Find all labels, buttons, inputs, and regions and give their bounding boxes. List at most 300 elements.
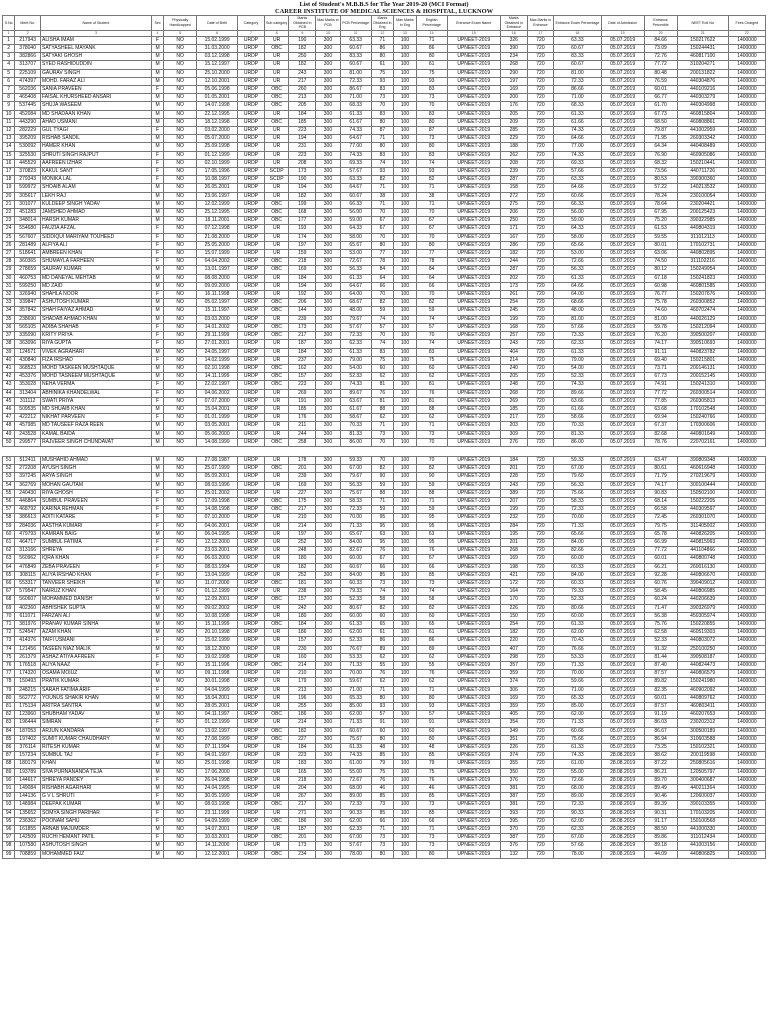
table-cell: 261379 (15, 653, 41, 661)
table-cell: DEEPAK KUMAR (40, 801, 151, 809)
table-cell: 28.08.2019 (601, 834, 644, 842)
table-cell: 5 (3, 69, 15, 77)
table-cell: 169 (289, 481, 316, 489)
table-cell: 1400000 (728, 397, 765, 405)
table-cell: 55.00 (340, 768, 371, 776)
table-cell: 100 (394, 662, 417, 670)
table-cell: NO (164, 489, 197, 497)
table-cell: 278659 (15, 266, 41, 274)
table-cell: 82 (416, 465, 447, 473)
table-cell: 378040 (15, 44, 41, 52)
table-row (3, 538, 766, 546)
table-cell: 88 (416, 489, 447, 497)
table-row (3, 323, 766, 331)
table-cell: 93 (371, 77, 394, 85)
table-cell: 720 (527, 127, 554, 135)
table-cell: 05.07.2019 (601, 118, 644, 126)
table-row (3, 637, 766, 645)
table-cell: 71 (371, 422, 394, 430)
table-cell: UPNEET-2019 (447, 143, 500, 151)
table-cell: UR (264, 612, 289, 620)
table-cell: 393 (500, 809, 527, 817)
table-cell: 720 (527, 514, 554, 522)
table-cell: UPNEET-2019 (447, 291, 500, 299)
table-cell: 440800748 (677, 555, 728, 563)
table-cell: NO (164, 241, 197, 249)
table-cell: 85.00 (340, 703, 371, 711)
table-cell: 59 (371, 506, 394, 514)
table-cell: 70 (416, 233, 447, 241)
table-cell: UPNEET-2019 (447, 514, 500, 522)
table-cell: 27.01.2001 (197, 340, 238, 348)
document-title: List of Student's M.B.B.S for The Year 2019-20 (MCI Format) (299, 1, 469, 8)
table-cell: 12 (3, 127, 15, 135)
table-cell: NO (164, 438, 197, 446)
table-cell: 230100054 (677, 192, 728, 200)
table-cell: 81.00 (644, 315, 677, 323)
table-cell: 430840 (15, 356, 41, 364)
table-cell: F (151, 514, 163, 522)
table-cell: UR (264, 225, 289, 233)
table-cell: 100 (394, 834, 417, 842)
table-cell: NO (164, 159, 197, 167)
table-cell: 05.07.2019 (601, 159, 644, 167)
table-cell: M (151, 266, 163, 274)
table-cell: 281489 (15, 241, 41, 249)
table-cell: 05.07.2019 (601, 735, 644, 743)
table-cell: 440206639 (677, 596, 728, 604)
table-cell: 335090 (15, 332, 41, 340)
table-cell: 05.07.2019 (601, 703, 644, 711)
table-cell: UPNEET-2019 (447, 793, 500, 801)
table-cell: UPNEET-2019 (447, 530, 500, 538)
table-cell: 121456 (15, 645, 41, 653)
table-cell: 58.45 (644, 588, 677, 596)
table-cell: 446864 (15, 497, 41, 505)
table-cell: M (151, 430, 163, 438)
table-cell: 89.66 (554, 389, 601, 397)
table-cell: 300 (316, 850, 341, 858)
table-cell: 05.07.2019 (601, 94, 644, 102)
table-cell: 58.00 (554, 233, 601, 241)
table-cell: URDP (238, 225, 265, 233)
table-cell: M (151, 69, 163, 77)
table-cell: URDP (238, 430, 265, 438)
table-cell: 93 (371, 703, 394, 711)
table-cell: UR (264, 389, 289, 397)
table-cell: 90 (3, 776, 15, 784)
table-cell: 60 (416, 727, 447, 735)
table-cell: 82 (371, 604, 394, 612)
table-cell: OBC (264, 621, 289, 629)
table-cell: URDP (238, 348, 265, 356)
table-cell: NO (164, 348, 197, 356)
table-cell: 100 (394, 719, 417, 727)
table-cell: 48 (416, 744, 447, 752)
table-cell: 300 (316, 506, 341, 514)
table-cell: 82 (371, 176, 394, 184)
table-row (3, 192, 766, 200)
table-cell: SARAH FATIMA ARIF (40, 686, 151, 694)
table-cell: 363096 (15, 340, 41, 348)
table-cell: 1400000 (728, 364, 765, 372)
table-row (3, 373, 766, 381)
table-cell: 75 (371, 768, 394, 776)
table-cell: 169 (289, 266, 316, 274)
table-cell: 100 (394, 225, 417, 233)
table-cell: 440804319 (677, 225, 728, 233)
table-cell: 77 (371, 250, 394, 258)
table-cell: 208 (500, 159, 527, 167)
table-cell: 100 (394, 143, 417, 151)
table-cell: 69.33 (554, 159, 601, 167)
table-cell: 31.03.2000 (197, 44, 238, 52)
table-cell: 01.12.1999 (197, 151, 238, 159)
table-cell: 61.33 (554, 621, 601, 629)
table-cell: 611071 (15, 612, 41, 620)
table-cell: M (151, 760, 163, 768)
table-cell: UPNEET-2019 (447, 604, 500, 612)
table-cell: M (151, 481, 163, 489)
table-cell: 349 (500, 727, 527, 735)
table-cell: 62.33 (340, 826, 371, 834)
table-cell: 63.33 (554, 36, 601, 44)
table-cell: 95 (416, 514, 447, 522)
table-cell: 05.07.2019 (601, 481, 644, 489)
table-cell: 05.07.2019 (601, 135, 644, 143)
table-cell: 04.06.2002 (197, 389, 238, 397)
table-cell: 1400000 (728, 414, 765, 422)
table-cell: F (151, 653, 163, 661)
table-cell: 450305974 (677, 612, 728, 620)
table-cell: 72.67 (340, 258, 371, 266)
table-row (3, 604, 766, 612)
table-cell: URDP (238, 266, 265, 274)
table-cell: 158 (500, 184, 527, 192)
table-cell: URDP (238, 588, 265, 596)
table-cell: M (151, 530, 163, 538)
table-cell: 46 (371, 785, 394, 793)
table-cell: 174 (289, 233, 316, 241)
table-cell: M (151, 711, 163, 719)
table-cell: 75.76 (644, 621, 677, 629)
table-cell: URDP (238, 662, 265, 670)
table-cell: 210 (289, 670, 316, 678)
table-cell: 245 (500, 307, 527, 315)
table-cell: UR (264, 637, 289, 645)
table-cell: 567607 (15, 233, 41, 241)
table-cell: 83 (3, 719, 15, 727)
table-cell: 26.04.1998 (197, 776, 238, 784)
column-number: 7 (238, 30, 265, 36)
table-cell: 1400000 (728, 670, 765, 678)
table-cell: 100 (394, 686, 417, 694)
table-cell: 311012434 (677, 834, 728, 842)
table-cell: 169 (500, 555, 527, 563)
table-cell: 24 (3, 225, 15, 233)
table-cell: 67 (416, 555, 447, 563)
table-cell: 720 (527, 456, 554, 464)
table-cell: NO (164, 405, 197, 413)
table-cell: 1400000 (728, 727, 765, 735)
table-cell: 720 (527, 86, 554, 94)
table-cell: 76.90 (644, 151, 677, 159)
table-row (3, 389, 766, 397)
table-cell: UPNEET-2019 (447, 315, 500, 323)
table-row (3, 250, 766, 258)
table-cell: 720 (527, 817, 554, 825)
table-cell: 34 (3, 307, 15, 315)
table-cell: 171 (500, 225, 527, 233)
table-cell: 708859 (15, 850, 41, 858)
table-cell: M (151, 200, 163, 208)
table-row (3, 809, 766, 817)
table-cell: 300 (316, 143, 341, 151)
table-cell: 300 (316, 563, 341, 571)
table-cell: 59 (416, 481, 447, 489)
table-cell: URDP (238, 514, 265, 522)
table-cell: 183 (289, 760, 316, 768)
table-cell: 74.33 (554, 752, 601, 760)
table-cell: F (151, 332, 163, 340)
table-cell: 71 (416, 422, 447, 430)
column-number: 2 (15, 30, 41, 36)
table-cell: 82.66 (554, 547, 601, 555)
table-cell: NO (164, 694, 197, 702)
table-cell: 62 (371, 678, 394, 686)
table-cell: 720 (527, 538, 554, 546)
table-cell: 62 (416, 373, 447, 381)
table-cell: 100 (394, 473, 417, 481)
table-cell: 260300514 (677, 389, 728, 397)
table-cell: 73 (416, 579, 447, 587)
table-cell: 93 (371, 168, 394, 176)
table-cell: 73 (416, 430, 447, 438)
table-cell: 05.07.2019 (601, 514, 644, 522)
table-cell: 64.00 (340, 291, 371, 299)
table-cell: UR (264, 456, 289, 464)
table-cell: 287 (500, 266, 527, 274)
table-cell: UPNEET-2019 (447, 678, 500, 686)
table-cell: 60.67 (340, 61, 371, 69)
table-cell: KAMRAN BAIG (40, 530, 151, 538)
table-cell: 100 (394, 571, 417, 579)
table-cell: 339847 (15, 299, 41, 307)
table-cell: 05.07.2019 (601, 348, 644, 356)
table-cell: 1400000 (728, 176, 765, 184)
table-cell: F (151, 817, 163, 825)
table-cell: UPNEET-2019 (447, 274, 500, 282)
table-cell: 67.95 (644, 209, 677, 217)
table-cell: 468792 (15, 506, 41, 514)
table-cell: 100 (394, 94, 417, 102)
table-cell: 720 (527, 719, 554, 727)
table-cell: 1400000 (728, 662, 765, 670)
table-cell: 300 (316, 809, 341, 817)
table-cell: 60 (416, 612, 447, 620)
table-cell: 300 (316, 817, 341, 825)
column-header: Marks Obtained in Eng (371, 16, 394, 31)
table-cell: URDP (238, 694, 265, 702)
table-cell: 217 (500, 414, 527, 422)
table-cell: 300 (316, 53, 341, 61)
table-cell: NO (164, 555, 197, 563)
table-cell: KHAN (40, 760, 151, 768)
table-cell: 300 (316, 356, 341, 364)
table-cell: 05.07.2019 (601, 563, 644, 571)
table-cell: UR (264, 629, 289, 637)
table-cell: 150210441 (677, 159, 728, 167)
column-header: Date of Birth (197, 16, 238, 31)
table-cell: 252 (289, 538, 316, 546)
table-cell: UR (264, 563, 289, 571)
table-cell: 25.01.2002 (197, 489, 238, 497)
table-cell: OBC (264, 438, 289, 446)
table-cell: 91.11 (644, 348, 677, 356)
table-cell: MOHD. FARAZ ALI (40, 77, 151, 85)
table-cell: 79.33 (554, 588, 601, 596)
table-cell: 300 (316, 135, 341, 143)
table-cell: 1400000 (728, 250, 765, 258)
table-cell: ARNAB MAJUMDER (40, 826, 151, 834)
table-cell: 161855 (15, 826, 41, 834)
table-cell: 13 (3, 135, 15, 143)
table-cell: 28.08.2019 (601, 752, 644, 760)
table-cell: 63 (3, 555, 15, 563)
table-cell: 1400000 (728, 381, 765, 389)
table-cell: 720 (527, 497, 554, 505)
student-list-table (2, 15, 766, 859)
table-cell: UPNEET-2019 (447, 588, 500, 596)
table-cell: 28.08.2019 (601, 801, 644, 809)
table-cell: UPNEET-2019 (447, 621, 500, 629)
table-cell: M (151, 735, 163, 743)
table-cell: 60.76 (644, 579, 677, 587)
table-cell: 64 (3, 563, 15, 571)
table-cell: F (151, 555, 163, 563)
table-cell: 60.67 (340, 727, 371, 735)
table-cell: 70 (371, 332, 394, 340)
table-row (3, 217, 766, 225)
table-cell: 90.33 (340, 809, 371, 817)
table-cell: URDP (238, 735, 265, 743)
table-cell: 57.67 (340, 323, 371, 331)
table-row (3, 168, 766, 176)
table-cell: 57 (371, 711, 394, 719)
table-cell: 157 (289, 596, 316, 604)
table-cell: SATYASHEEL MAYANK (40, 44, 151, 52)
table-cell: 05.07.2019 (601, 356, 644, 364)
table-cell: 71 (416, 686, 447, 694)
column-number: 8 (264, 30, 289, 36)
table-cell: 100 (394, 200, 417, 208)
table-cell: 150217622 (677, 36, 728, 44)
table-cell: 93 (3, 801, 15, 809)
table-cell: UPNEET-2019 (447, 266, 500, 274)
table-row (3, 596, 766, 604)
table-cell: 300 (316, 744, 341, 752)
table-cell: 199 (289, 200, 316, 208)
table-cell: 91 (416, 719, 447, 727)
table-cell: 75.66 (554, 735, 601, 743)
table-cell: OBC (264, 307, 289, 315)
column-header: Max Marks in Eng (394, 16, 417, 31)
table-cell: 67 (371, 217, 394, 225)
table-cell: 4 (3, 61, 15, 69)
table-cell: F (151, 168, 163, 176)
table-cell: 1400000 (728, 760, 765, 768)
table-cell: F (151, 752, 163, 760)
table-cell: UPNEET-2019 (447, 299, 500, 307)
table-cell: UPNEET-2019 (447, 340, 500, 348)
table-cell: 100 (394, 727, 417, 735)
table-cell: 460616948 (677, 465, 728, 473)
table-row (3, 497, 766, 505)
table-cell: 62 (371, 653, 394, 661)
table-cell: 52.33 (554, 596, 601, 604)
table-cell: 260305813 (677, 397, 728, 405)
table-cell: 76.59 (644, 77, 677, 85)
table-cell: 80 (3, 694, 15, 702)
table-cell: 67.37 (644, 422, 677, 430)
table-cell: 90.33 (554, 809, 601, 817)
table-cell: 78.76 (644, 438, 677, 446)
table-cell: 57.67 (340, 842, 371, 850)
table-cell: 440304998 (677, 102, 728, 110)
table-cell: URDP (238, 69, 265, 77)
table-cell: 61.66 (554, 118, 601, 126)
table-cell: 100 (394, 481, 417, 489)
table-cell: UR (264, 670, 289, 678)
table-cell: 720 (527, 563, 554, 571)
table-cell: 53.00 (554, 250, 601, 258)
table-cell: 100 (394, 489, 417, 497)
table-cell: 61.70 (644, 102, 677, 110)
table-cell: 17.05.1996 (197, 168, 238, 176)
table-cell: 60.01 (644, 86, 677, 94)
table-cell: OBC (264, 258, 289, 266)
table-cell: 248 (289, 547, 316, 555)
table-cell: 89.86 (644, 834, 677, 842)
table-cell: 100 (394, 596, 417, 604)
column-number: 20 (644, 30, 677, 36)
table-cell: 05.07.2019 (601, 596, 644, 604)
table-row (3, 233, 766, 241)
table-cell: 40 (3, 356, 15, 364)
table-cell: 70.43 (554, 637, 601, 645)
table-cell: 07.12.1998 (197, 225, 238, 233)
table-cell: 8 (3, 94, 15, 102)
table-cell: 60.33 (340, 579, 371, 587)
table-cell: UPNEET-2019 (447, 555, 500, 563)
table-cell: 243 (500, 340, 527, 348)
table-cell: 300 (316, 530, 341, 538)
table-cell: 67.00 (340, 465, 371, 473)
table-row (3, 430, 766, 438)
table-cell: 71.00 (554, 686, 601, 694)
table-cell: 92.28 (644, 571, 677, 579)
table-cell: NO (164, 506, 197, 514)
table-cell: 96 (3, 826, 15, 834)
table-cell: 85 (416, 809, 447, 817)
table-cell: UR (264, 555, 289, 563)
table-cell: 05.07.2019 (601, 373, 644, 381)
table-cell: 440802895 (677, 250, 728, 258)
table-cell: 05.07.2019 (601, 36, 644, 44)
table-cell: 80 (416, 241, 447, 249)
table-cell: 200125423 (677, 209, 728, 217)
table-cell: 390510693 (677, 340, 728, 348)
